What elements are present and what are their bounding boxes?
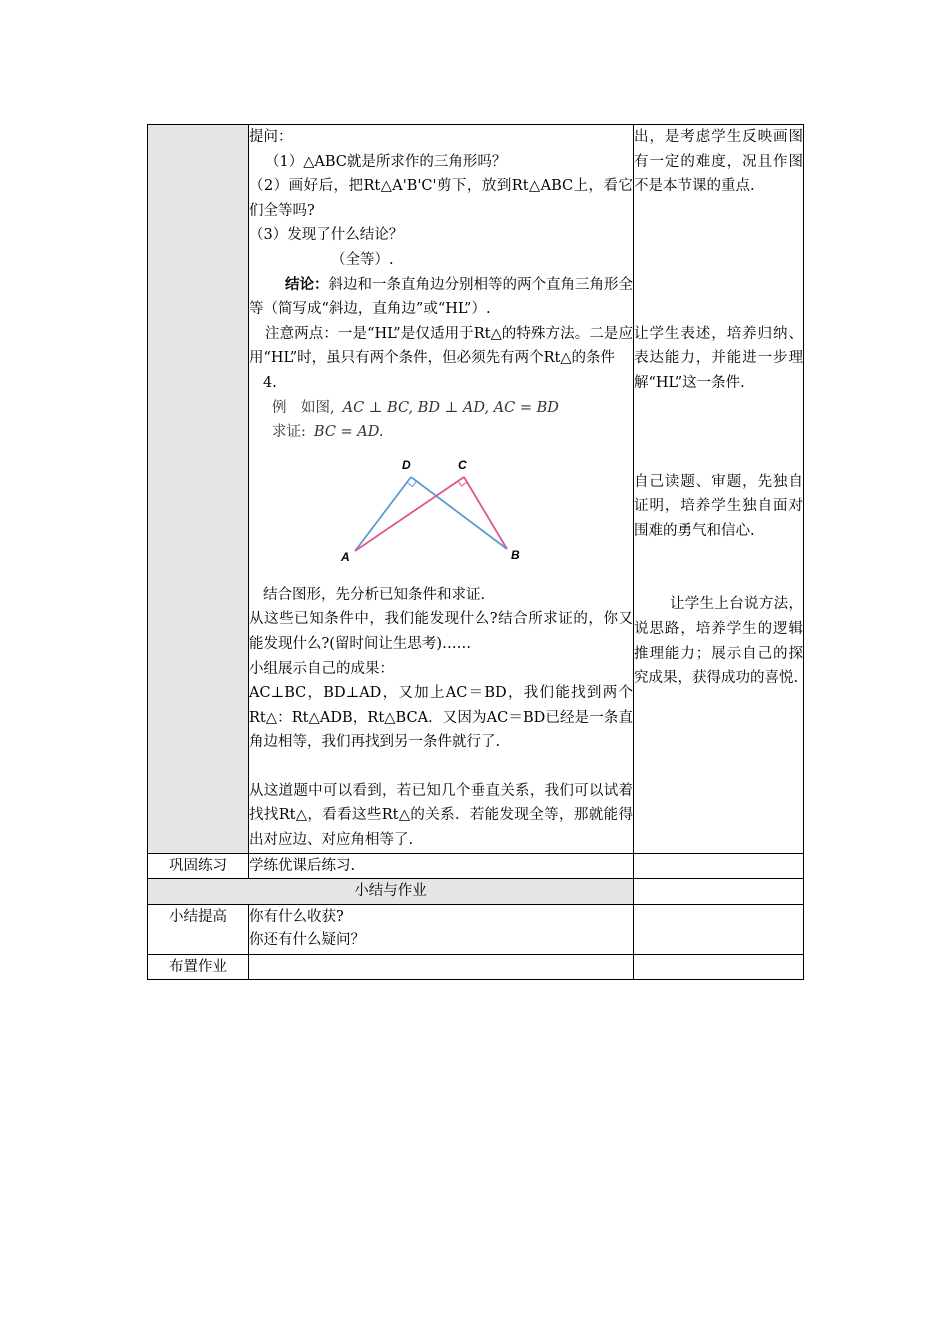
question-answer: （全等）. bbox=[331, 251, 394, 268]
label-a: A bbox=[341, 549, 350, 564]
segment-ac bbox=[355, 477, 464, 551]
conclusion bbox=[249, 273, 633, 322]
triangle-figure-svg bbox=[339, 451, 529, 569]
summary-row bbox=[148, 904, 804, 954]
purpose-cell bbox=[634, 125, 804, 854]
conclusion-text: 斜边和一条直角边分别相等的两个直角三角形全等（简写成“斜边，直角边”或“HL”）. bbox=[249, 276, 633, 318]
analysis-5: 从这道题中可以看到，若已知几个垂直关系，我们可以试着找找Rt△，看看这些Rt△的关系．若能发现全等，那就能得出对应边、对应角相等了. bbox=[249, 782, 633, 849]
analysis-4: AC⊥BC，BD⊥AD，又加上AC＝BD，我们能找到两个Rt△：Rt△ADB，Rt△BCA．又因为AC＝BD已经是一条直角边相等，我们再找到另一条件就行了. bbox=[249, 685, 633, 751]
right-angle-mark-c bbox=[458, 481, 467, 486]
item-number: 4. bbox=[263, 374, 277, 391]
purpose-1: 出，是考虑学生反映画图有一定的难度，况且作图不是本节课的重点. bbox=[634, 129, 803, 195]
practice-label: 巩固练习 bbox=[148, 853, 249, 878]
conclusion-label: 结论： bbox=[285, 275, 329, 293]
question-title: 提问： bbox=[249, 129, 293, 145]
section-header-right bbox=[634, 878, 804, 904]
segment-db bbox=[411, 477, 507, 549]
purpose-4: 让学生上台说方法，说思路，培养学生的逻辑推理能力；展示自己的探究成果，获得成功的喜悦. bbox=[634, 596, 803, 687]
example-prefix: 例 如图, bbox=[272, 399, 335, 416]
summary-content bbox=[249, 904, 634, 954]
segment-ad bbox=[355, 477, 411, 551]
analysis-2: 从这些已知条件中，我们能发现什么?结合所求证的，你又能发现什么?(留时间让生思考)…… bbox=[249, 611, 633, 652]
activity-cell bbox=[249, 125, 634, 854]
geometry-figure bbox=[249, 451, 633, 571]
label-c: C bbox=[458, 457, 467, 472]
homework-label: 布置作业 bbox=[148, 954, 249, 979]
practice-row bbox=[148, 853, 804, 878]
question-1: （1）△ABC就是所求作的三角形吗？ bbox=[265, 153, 507, 170]
section-header: 小结与作业 bbox=[148, 878, 634, 904]
example-given-math: AC ⊥ BC, BD ⊥ AD, AC = BD bbox=[342, 399, 559, 416]
purpose-2: 让学生表述，培养归纳、表达能力，并能进一步理解“HL”这一条件. bbox=[634, 325, 803, 391]
summary-line-2: 你还有什么疑问？ bbox=[249, 931, 365, 948]
homework-row bbox=[148, 954, 804, 979]
homework-purpose bbox=[634, 954, 804, 979]
purpose-3: 自己读题、审题，先独自证明，培养学生独自面对围难的勇气和信心. bbox=[634, 473, 803, 539]
lesson-plan-table bbox=[147, 124, 804, 980]
label-d: D bbox=[402, 457, 411, 472]
summary-purpose bbox=[634, 904, 804, 954]
summary-line-1: 你有什么收获? bbox=[249, 908, 344, 925]
question-3: （3）发现了什么结论？ bbox=[249, 227, 404, 244]
question-2: （2）画好后，把Rt△A'B'C'剪下，放到Rt△ABC上，看它们全等吗? bbox=[249, 178, 633, 219]
analysis-1: 结合图形，先分析已知条件和求证. bbox=[263, 586, 486, 603]
summary-label: 小结提高 bbox=[148, 904, 249, 954]
analysis-3: 小组展示自己的成果： bbox=[249, 660, 394, 677]
prove-label: 求证: bbox=[272, 424, 306, 441]
left-label-cell bbox=[148, 125, 249, 854]
note-text: 注意两点：一是“HL”是仅适用于Rt△的特殊方法。二是应用“HL”时，虽只有两个条件，但必须先有两个Rt△的条件 bbox=[249, 325, 633, 367]
practice-purpose bbox=[634, 853, 804, 878]
homework-content bbox=[249, 954, 634, 979]
example-given bbox=[249, 396, 633, 421]
section-header-row bbox=[148, 878, 804, 904]
label-b: B bbox=[511, 547, 520, 562]
segment-cb bbox=[464, 477, 507, 549]
example-prove-math: BC = AD. bbox=[313, 424, 384, 441]
main-content-row bbox=[148, 125, 804, 854]
example-prove bbox=[249, 420, 633, 445]
practice-content: 学练优课后练习. bbox=[249, 853, 634, 878]
